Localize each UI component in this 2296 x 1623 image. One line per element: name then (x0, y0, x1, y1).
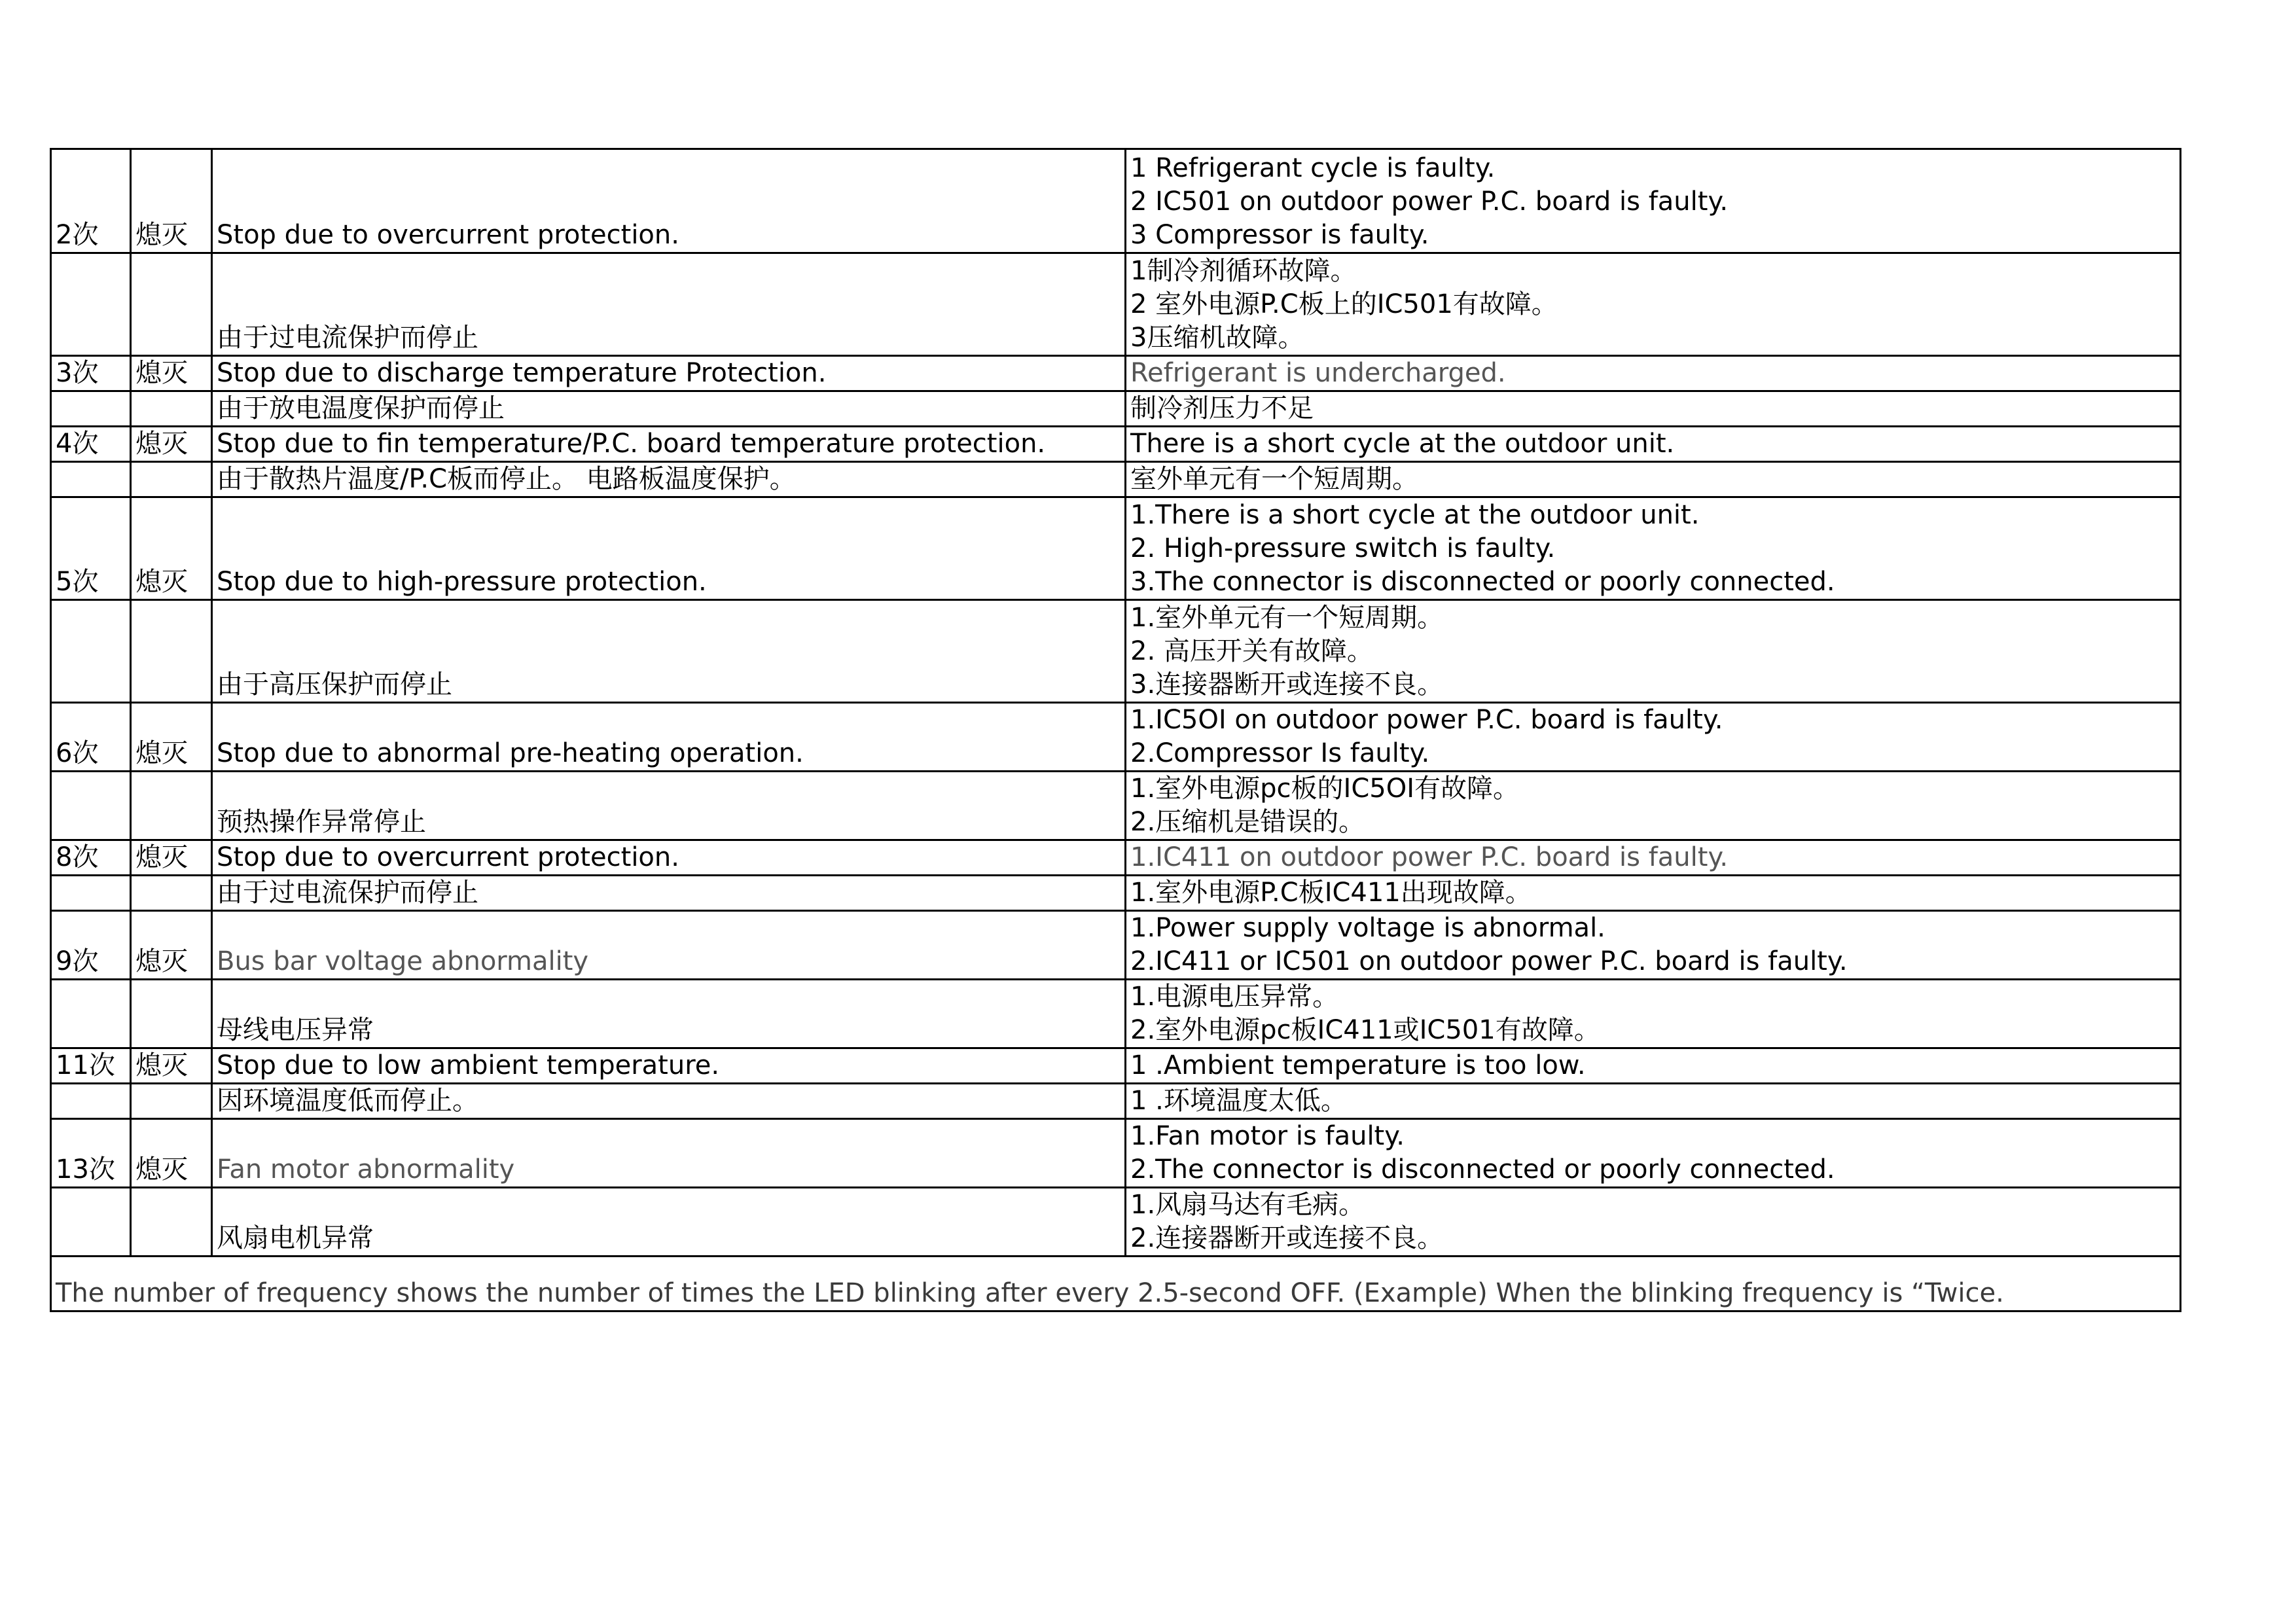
condition-cell: Stop due to abnormal pre-heating operation. (212, 703, 1126, 772)
blink-count-cell: 4次 (51, 427, 131, 462)
condition-cell: Stop due to high-pressure protection. (212, 497, 1126, 600)
led-state-cell (131, 462, 212, 497)
led-state-cell: 熄灭 (131, 497, 212, 600)
led-state-cell: 熄灭 (131, 149, 212, 253)
led-state-cell (131, 253, 212, 356)
cause-cell: There is a short cycle at the outdoor unit. (1126, 427, 2181, 462)
condition-cell: Stop due to overcurrent protection. (212, 840, 1126, 876)
table-row (51, 1084, 2181, 1119)
cause-line: 2 IC501 on outdoor power P.C. board is faulty. (1130, 187, 1729, 217)
condition-cell: 预热操作异常停止 (212, 772, 1126, 840)
table-row (51, 391, 2181, 427)
blink-count-cell: 11次 (51, 1048, 131, 1084)
blink-count-cell (51, 772, 131, 840)
condition-cell: Bus bar voltage abnormality (212, 911, 1126, 980)
led-state-cell (131, 600, 212, 703)
table-row (51, 1119, 2181, 1188)
cause-cell (1126, 253, 2181, 356)
condition-cell: Stop due to discharge temperature Protection. (212, 356, 1126, 391)
cause-cell (1126, 1188, 2181, 1257)
table-row (51, 497, 2181, 600)
condition-cell: Stop due to overcurrent protection. (212, 149, 1126, 253)
led-state-cell: 熄灭 (131, 427, 212, 462)
cause-line: 1.室外电源pc板的IC5OI有故障。 (1130, 774, 1520, 804)
cause-line: 1.电源电压异常。 (1130, 982, 1339, 1012)
led-state-cell (131, 1188, 212, 1257)
condition-cell: Fan motor abnormality (212, 1119, 1126, 1188)
cause-line: 3.The connector is disconnected or poorly connected. (1130, 567, 1835, 597)
document-sheet (50, 148, 2179, 1312)
table-row (51, 462, 2181, 497)
cause-cell (1126, 1119, 2181, 1188)
table-row (51, 1188, 2181, 1257)
table-row (51, 253, 2181, 356)
cause-cell (1126, 149, 2181, 253)
cause-cell (1126, 911, 2181, 980)
led-state-cell (131, 772, 212, 840)
cause-line: 2.室外电源pc板IC411或IC501有故障。 (1130, 1015, 1600, 1045)
led-state-cell: 熄灭 (131, 356, 212, 391)
cause-line: 2.IC411 or IC501 on outdoor power P.C. board is faulty. (1130, 946, 1848, 976)
table-row (51, 876, 2181, 911)
blink-count-cell: 5次 (51, 497, 131, 600)
blink-count-cell (51, 980, 131, 1048)
cause-line: 2.压缩机是错误的。 (1130, 807, 1365, 837)
cause-cell: 制冷剂压力不足 (1126, 391, 2181, 427)
cause-line: 1.Fan motor is faulty. (1130, 1121, 1405, 1151)
blink-count-cell: 3次 (51, 356, 131, 391)
cause-line: 1.IC5OI on outdoor power P.C. board is faulty. (1130, 705, 1723, 735)
condition-cell: 由于过电流保护而停止 (212, 876, 1126, 911)
footnote-row (51, 1257, 2181, 1311)
led-state-cell: 熄灭 (131, 1048, 212, 1084)
blink-count-cell: 8次 (51, 840, 131, 876)
led-state-cell: 熄灭 (131, 1119, 212, 1188)
cause-line: 1.室外单元有一个短周期。 (1130, 603, 1444, 633)
blink-count-cell (51, 462, 131, 497)
cause-line: 1.风扇马达有毛病。 (1130, 1190, 1365, 1220)
cause-cell (1126, 703, 2181, 772)
condition-cell: 由于高压保护而停止 (212, 600, 1126, 703)
cause-line: 2.连接器断开或连接不良。 (1130, 1223, 1444, 1253)
cause-line: 2.The connector is disconnected or poorly connected. (1130, 1154, 1835, 1185)
cause-line: 1制冷剂循环故障。 (1130, 256, 1357, 286)
table-row (51, 703, 2181, 772)
cause-line: 1.Power supply voltage is abnormal. (1130, 913, 1605, 943)
table-row (51, 772, 2181, 840)
cause-line: 3.连接器断开或连接不良。 (1130, 669, 1444, 700)
condition-cell: 由于放电温度保护而停止 (212, 391, 1126, 427)
cause-cell: 1 .环境温度太低。 (1126, 1084, 2181, 1119)
cause-line: 2. 高压开关有故障。 (1130, 636, 1373, 666)
led-state-cell: 熄灭 (131, 840, 212, 876)
led-state-cell (131, 980, 212, 1048)
cause-cell (1126, 497, 2181, 600)
table-row (51, 600, 2181, 703)
condition-cell: 风扇电机异常 (212, 1188, 1126, 1257)
cause-line: 3压缩机故障。 (1130, 323, 1304, 353)
blink-count-cell (51, 1084, 131, 1119)
fault-code-table (50, 148, 2181, 1312)
cause-line: 1.There is a short cycle at the outdoor unit. (1130, 500, 1700, 530)
table-row (51, 1048, 2181, 1084)
condition-cell: Stop due to low ambient temperature. (212, 1048, 1126, 1084)
blink-count-cell (51, 391, 131, 427)
table-row (51, 356, 2181, 391)
led-state-cell (131, 391, 212, 427)
led-state-cell: 熄灭 (131, 703, 212, 772)
led-state-cell (131, 1084, 212, 1119)
condition-cell: 由于散热片温度/P.C板而停止。 电路板温度保护。 (212, 462, 1126, 497)
table-row (51, 427, 2181, 462)
cause-cell: 1.室外电源P.C板IC411出现故障。 (1126, 876, 2181, 911)
cause-cell: 1 .Ambient temperature is too low. (1126, 1048, 2181, 1084)
condition-cell: 由于过电流保护而停止 (212, 253, 1126, 356)
blink-count-cell: 13次 (51, 1119, 131, 1188)
table-row (51, 840, 2181, 876)
cause-cell (1126, 772, 2181, 840)
cause-cell: Refrigerant is undercharged. (1126, 356, 2181, 391)
condition-cell: Stop due to fin temperature/P.C. board temperature protection. (212, 427, 1126, 462)
cause-cell (1126, 600, 2181, 703)
blink-count-cell (51, 876, 131, 911)
led-state-cell (131, 876, 212, 911)
condition-cell: 母线电压异常 (212, 980, 1126, 1048)
blink-count-cell: 2次 (51, 149, 131, 253)
condition-cell: 因环境温度低而停止。 (212, 1084, 1126, 1119)
table-row (51, 980, 2181, 1048)
cause-cell: 1.IC411 on outdoor power P.C. board is faulty. (1126, 840, 2181, 876)
cause-cell (1126, 980, 2181, 1048)
cause-line: 3 Compressor is faulty. (1130, 220, 1429, 250)
cause-line: 1 Refrigerant cycle is faulty. (1130, 153, 1496, 183)
cause-line: 2. High-pressure switch is faulty. (1130, 533, 1556, 563)
footnote-text: The number of frequency shows the number of times the LED blinking after every 2.5-second OFF. (Example) When the blinking frequency is “Twice. (51, 1257, 2181, 1311)
cause-line: 2 室外电源P.C板上的IC501有故障。 (1130, 289, 1558, 319)
blink-count-cell: 9次 (51, 911, 131, 980)
blink-count-cell (51, 1188, 131, 1257)
blink-count-cell (51, 600, 131, 703)
blink-count-cell: 6次 (51, 703, 131, 772)
table-row (51, 149, 2181, 253)
cause-cell: 室外单元有一个短周期。 (1126, 462, 2181, 497)
cause-line: 2.Compressor Is faulty. (1130, 738, 1430, 768)
table-row (51, 911, 2181, 980)
led-state-cell: 熄灭 (131, 911, 212, 980)
blink-count-cell (51, 253, 131, 356)
